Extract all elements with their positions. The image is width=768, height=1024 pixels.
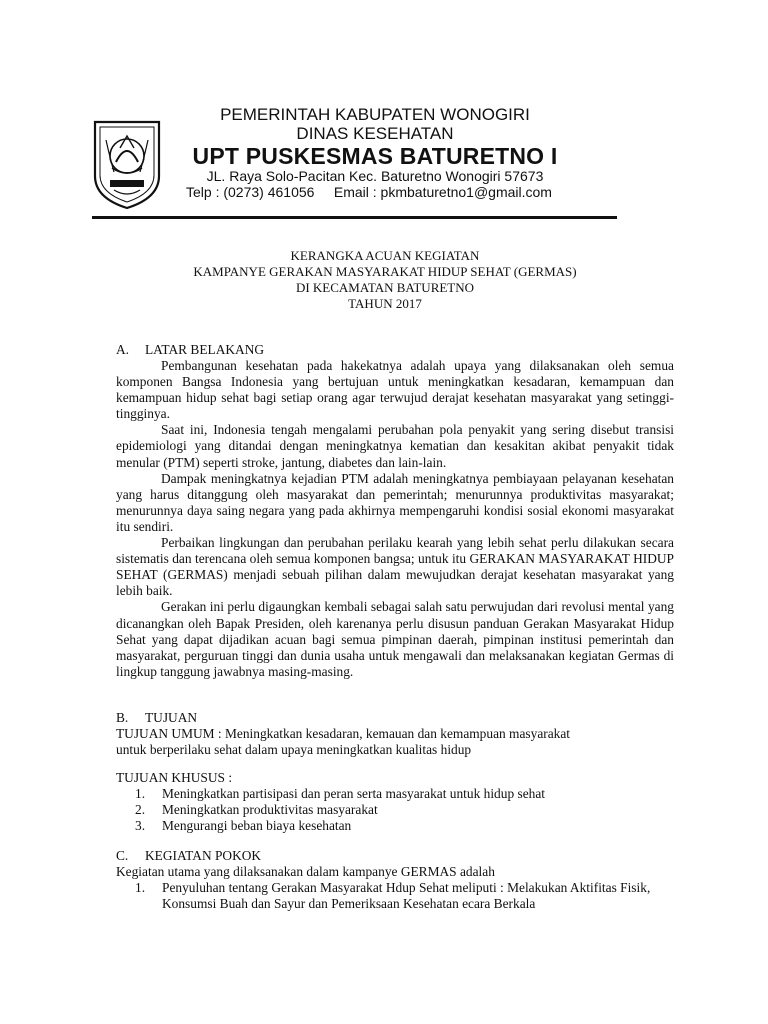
list-text: Meningkatkan produktivitas masyarakat (162, 802, 378, 818)
document-title-line-2: KAMPANYE GERAKAN MASYARAKAT HIDUP SEHAT (GERMAS) (193, 264, 577, 279)
tujuan-umum (116, 726, 674, 758)
section-label: C. (116, 848, 129, 863)
paragraph: Dampak meningkatnya kejadian PTM adalah meningkatnya pembiayaan pelayanan kesehatan yang harus ditanggung oleh masyarakat dan pemerintah; menurunnya produktivitas masyarakat; menurunnya daya saing negara yang pada akhirnya mempengaruhi kondisi sosial ekonomi masyarakat itu sendiri. (116, 470, 674, 534)
kegiatan-list (135, 880, 655, 912)
list-text: Penyuluhan tentang Gerakan Masyarakat Hdup Sehat meliputi : Melakukan Aktifitas Fisik, Konsumsi Buah dan Sayur dan Pemeriksaan Kesehatan ecara Berkala (162, 880, 651, 912)
section-title: TUJUAN (145, 710, 198, 725)
tujuan-umum-line-1: TUJUAN UMUM : Meningkatkan kesadaran, kemauan dan kemampuan masyarakat (116, 726, 571, 741)
tujuan-khusus-heading: TUJUAN KHUSUS : (116, 770, 233, 785)
list-text: Mengurangi beban biaya kesehatan (162, 818, 352, 834)
list-number: 2. (135, 802, 146, 818)
letterhead-government: PEMERINTAH KABUPATEN WONOGIRI (220, 105, 530, 124)
kegiatan-intro: Kegiatan utama yang dilaksanakan dalam kampanye GERMAS adalah (116, 864, 495, 879)
document-title-line-4: TAHUN 2017 (348, 296, 422, 311)
paragraph: Pembangunan kesehatan pada hakekatnya adalah upaya yang dilaksanakan oleh semua komponen Bangsa Indonesia yang bertujuan untuk meningkatkan kesadaran, kemampuan dan kemampuan hidup sehat bagi setiap orang agar terwujud derajat kesehatan masyarakat yang setinggi-tingginya. (116, 358, 674, 422)
paragraph: Saat ini, Indonesia tengah mengalami perubahan pola penyakit yang sering disebut transisi epidemiologi yang ditandai dengan meningkatnya kematian dan kesakitan akibat penyakit tidak menular (PTM) seperti stroke, jantung, diabetes dan lain-lain. (116, 422, 674, 470)
list-item (135, 818, 655, 834)
list-number: 1. (135, 786, 146, 801)
section-title: LATAR BELAKANG (145, 342, 265, 357)
section-a-body (116, 358, 674, 680)
letterhead-department: DINAS KESEHATAN (296, 124, 454, 143)
list-number: 3. (135, 818, 146, 834)
letterhead-address: JL. Raya Solo-Pacitan Kec. Baturetno Wonogiri 57673 (206, 168, 544, 184)
paragraph: Perbaikan lingkungan dan perubahan perilaku kearah yang lebih sehat perlu dilakukan secara sistematis dan terencana oleh semua komponen bangsa; untuk itu GERAKAN MASYARAKAT HIDUP SEHAT (GERMAS) menjadi sebuah pilihan dalam mewujudkan derajat kesehatan masyarakat yang lebih baik. (116, 535, 674, 599)
paragraph: Gerakan ini perlu digaungkan kembali sebagai salah satu perwujudan dari revolusi mental yang dicanangkan oleh Bapak Presiden, oleh karenanya perlu disusun panduan Gerakan Masyarakat Hidup Sehat yang dapat dijadikan acuan bagi semua pimpinan daerah, pimpinan institusi pemerintah dan masyarakat, perguruan tinggi dan dunia usaha untuk mengawali dan melaksanakan kegiatan Germas di lingkup tanggung jawabnya masing-masing. (116, 599, 674, 679)
section-label: B. (116, 710, 129, 725)
letterhead-contact: Telp : (0273) 461056 Email : pkmbaturetno1@gmail.com (186, 184, 552, 200)
section-title: KEGIATAN POKOK (145, 848, 262, 863)
tujuan-umum-line-2: untuk berperilaku sehat dalam upaya meningkatkan kualitas hidup (116, 742, 472, 758)
section-label: A. (116, 342, 130, 357)
regency-crest-icon (92, 118, 162, 210)
letterhead-institution: UPT PUSKESMAS BATURETNO I (192, 143, 558, 169)
tujuan-khusus-list (135, 786, 655, 834)
list-item (135, 786, 655, 802)
document-title-line-1: KERANGKA ACUAN KEGIATAN (290, 248, 480, 263)
letterhead-divider (92, 216, 617, 219)
list-item (135, 802, 655, 818)
list-number: 1. (135, 880, 146, 895)
document-title-line-3: DI KECAMATAN BATURETNO (295, 280, 475, 295)
list-text: Meningkatkan partisipasi dan peran serta masyarakat untuk hidup sehat (162, 786, 546, 801)
list-item (135, 880, 662, 912)
